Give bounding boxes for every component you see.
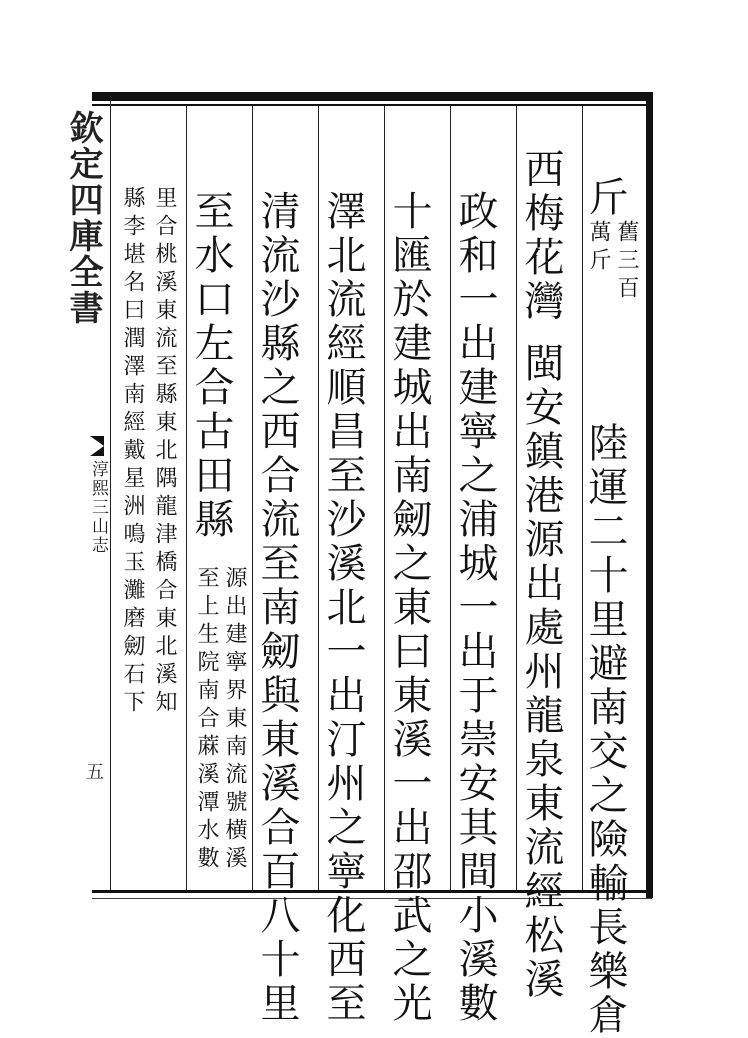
- series-title: 欽定四庫全書: [63, 110, 103, 326]
- main-text: 十匯於建城出南劒之東曰東溪一出邵武之光: [386, 190, 432, 1026]
- text-column-4: [384, 106, 450, 1026]
- text-column-8: [110, 106, 186, 890]
- text-column-1: [582, 106, 646, 1038]
- frame-right-border: [646, 92, 653, 898]
- text-column-7: [186, 106, 252, 890]
- fishtail-mark: [90, 436, 104, 456]
- note-right: 里合桃溪東流至縣東北隅龍津橋合東北溪知: [152, 186, 177, 718]
- text-column-5: [318, 106, 384, 1026]
- main-text: 陸運二十里避南交之險輸長樂倉: [582, 422, 628, 1038]
- main-text: 至水口左合古田縣: [188, 190, 234, 542]
- note-right: 舊三百: [614, 220, 639, 304]
- main-text: 政和一出建寧之浦城一出于崇安其間小溪數: [452, 190, 498, 1026]
- frame-top-border: [92, 92, 652, 101]
- page-number: 五: [86, 762, 104, 783]
- note-left: 萬斤: [586, 220, 611, 276]
- note-left: 至上生院南合蔴溪潭水數: [194, 566, 219, 874]
- text-column-3: [450, 106, 516, 1026]
- main-text: 閩安鎮港源出處州龍泉東流經松溪: [518, 342, 564, 1002]
- note-left: 縣李堪名曰潤澤南經戴星洲鳴玉灘磨劒石下: [120, 186, 145, 718]
- text-column-2: [516, 106, 582, 1002]
- main-text: 澤北流經順昌至沙溪北一出汀州之寧化西至: [320, 190, 366, 1026]
- note-right: 源出建寧界東南流號横溪: [222, 566, 247, 874]
- main-text: 斤: [582, 176, 628, 220]
- text-column-6: [252, 106, 318, 1026]
- main-text: 西梅花灣: [518, 148, 564, 324]
- main-text: 清流沙縣之西合流至南劒與東溪合百八十里: [254, 190, 300, 1026]
- book-title: 淳熙三山志: [88, 460, 108, 555]
